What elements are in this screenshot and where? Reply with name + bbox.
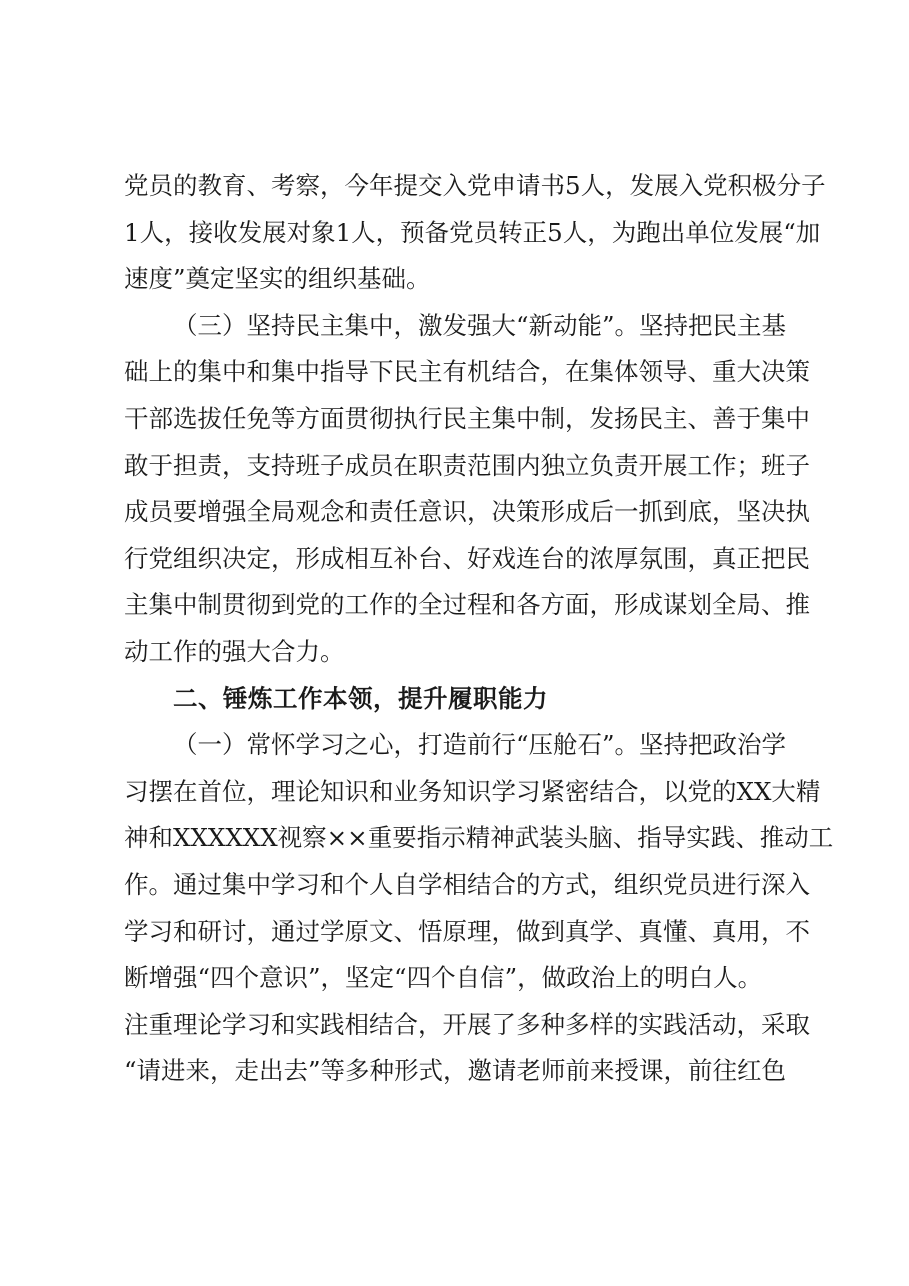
paragraph-line: 神和XXXXXX视察××重要指示精神武装头脑、指导实践、推动工 <box>124 823 834 853</box>
paragraph-line: 速度”奠定坚实的组织基础。 <box>124 264 431 294</box>
paragraph-line: 断增强“四个意识”，坚定“四个自信”，做政治上的明白人。 <box>124 963 763 993</box>
paragraph-line: 主集中制贯彻到党的工作的全过程和各方面，形成谋划全局、推 <box>124 590 810 620</box>
paragraph-line: 习摆在首位，理论知识和业务知识学习紧密结合，以党的XX大精 <box>124 776 821 806</box>
paragraph-line: 动工作的强大合力。 <box>124 636 345 666</box>
document-body <box>124 163 834 1095</box>
paragraph-line: 注重理论学习和实践相结合，开展了多种多样的实践活动，采取 <box>124 1009 810 1039</box>
paragraph-line: 敢于担责，支持班子成员在职责范围内独立负责开展工作；班子 <box>124 450 810 480</box>
paragraph-line: 学习和研讨，通过学原文、悟原理，做到真学、真懂、真用，不 <box>124 916 810 946</box>
paragraph-line: （一）常怀学习之心，打造前行“压舱石”。坚持把政治学 <box>173 730 787 760</box>
paragraph-line: 行党组织决定，形成相互补台、好戏连台的浓厚氛围，真正把民 <box>124 543 810 573</box>
paragraph-line: 干部选拔任免等方面贯彻执行民主集中制，发扬民主、善于集中 <box>124 403 810 433</box>
paragraph-line: 础上的集中和集中指导下民主有机结合，在集体领导、重大决策 <box>124 357 810 387</box>
paragraph-line: 成员要增强全局观念和责任意识，决策形成后一抓到底，坚决执 <box>124 497 810 527</box>
paragraph-line: 党员的教育、考察，今年提交入党申请书5人，发展入党积极分子 <box>124 171 826 200</box>
paragraph-line: “请进来，走出去”等多种形式，邀请老师前来授课，前往红色 <box>124 1056 787 1086</box>
section-heading: 二、锤炼工作本领，提升履职能力 <box>173 683 548 713</box>
paragraph-line: 作。通过集中学习和个人自学相结合的方式，组织党员进行深入 <box>124 869 810 899</box>
paragraph-line: 1人，接收发展对象1人，预备党员转正5人，为跑出单位发展“加 <box>124 217 821 247</box>
paragraph-line: （三）坚持民主集中，激发强大“新动能”。坚持把民主基 <box>173 310 787 340</box>
